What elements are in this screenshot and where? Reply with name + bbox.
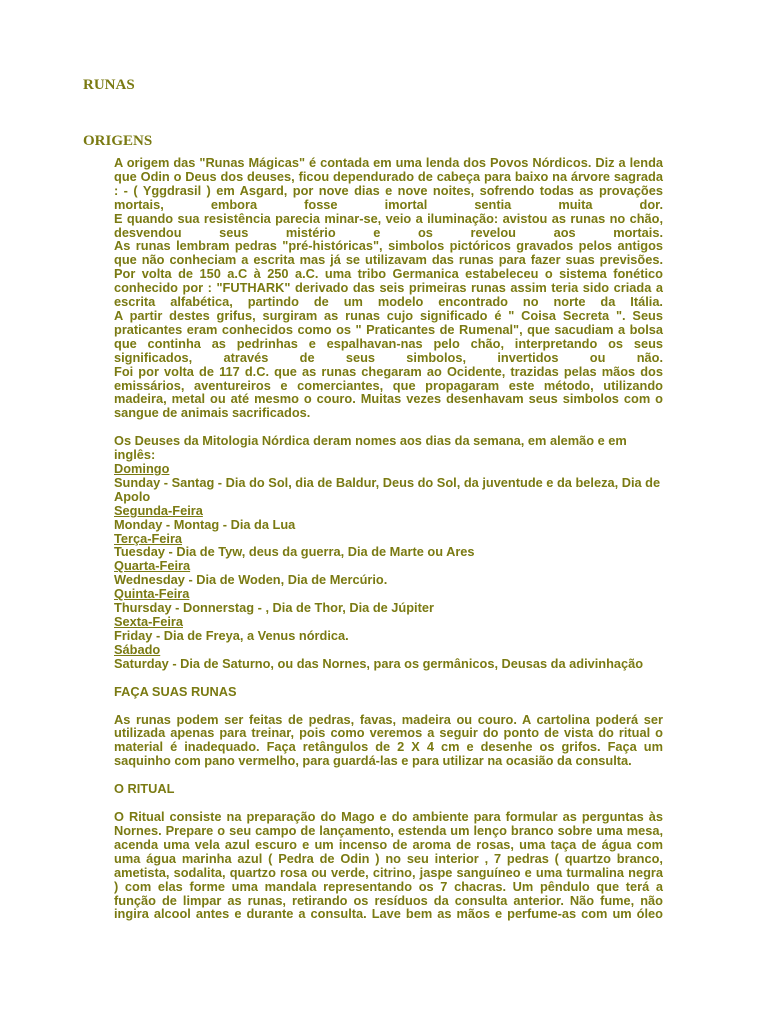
weekday-item: [114, 504, 663, 532]
weekday-item: [114, 615, 663, 643]
weekday-list: [114, 462, 663, 671]
weekday-description: Friday - Dia de Freya, a Venus nórdica.: [114, 627, 349, 643]
weekday-description: Monday - Montag - Dia da Lua: [114, 516, 296, 532]
weekday-name: Sexta-Feira: [114, 614, 183, 629]
weekday-description: Wednesday - Dia de Woden, Dia de Mercúrio.: [114, 572, 388, 588]
weekday-name: Segunda-Feira: [114, 502, 203, 518]
ritual-paragraph: O Ritual consiste na preparação do Mago e do ambiente para formular as perguntas às Nornes. Prepare o seu campo de lançamento, estenda um lenço branco sobre uma mesa, acenda uma vela azul escuro e um incenso de aroma de rosas, uma taça de água com uma água marinha azul ( Pedra de Odin ) no seu interior , 7 pedras ( quartzo branco, ametista, sodalita, quartzo rosa ou verde, citrino, jaspe sanguíneo e uma turmalina negra ) com elas forme uma mandala representando os 7 chacras. Um pêndulo que terá a função de limpar as runas, retirando os resíduos da consulta anterior. Não fume, não ingira alcool antes e durante a consulta. Lave bem as mãos e perfume-as com um óleo: [114, 809, 663, 922]
origins-paragraph-5: Foi por volta de 117 d.C. que as runas chegaram ao Ocidente, trazidas pelas mãos dos emissários, aventureiros e comerciantes, que propagaram este método, utilizando madeira, metal ou até mesmo o couro. Muitas vezes desenhavam seus simbolos com o sangue de animais sacrificados.: [114, 363, 663, 421]
weekday-item: [114, 462, 663, 504]
section-heading-ritual: O RITUAL: [114, 781, 175, 797]
weekday-item: [114, 643, 663, 671]
weekday-item: [114, 532, 663, 560]
weekday-item: [114, 559, 663, 587]
weekday-name: Quarta-Feira: [114, 558, 191, 574]
weekday-name: Terça-Feira: [114, 530, 183, 546]
weekday-name: Domingo: [114, 461, 170, 477]
page-title: RUNAS: [83, 77, 135, 93]
make-runes-paragraph: As runas podem ser feitas de pedras, favas, madeira ou couro. A cartolina poderá ser utilizada apenas para treinar, pois como veremos a seguir do ponto de vista do ritual o material é inadequado. Faça retângulos de 2 X 4 cm e desenhe os grifos. Faça um saquinho com pano vermelho, para guardá-las e para utilizar na ocasião da consulta.: [114, 711, 663, 769]
weekday-description: Sunday - Santag - Dia do Sol, dia de Baldur, Deus do Sol, da juventude e da beleza, Dia de Apolo: [114, 474, 661, 504]
origins-paragraph-3: As runas lembram pedras "pré-históricas", simbolos pictóricos gravados pelos antigos que não conheciam a escrita mas já se utilizavam das runas para fazer suas previsões. Por volta de 150 a.C à 250 a.C. uma tribo Germanica estabeleceu o sistema fonético conhecido por : "FUTHARK" derivado das seis primeiras runas assim teria sido criada a escrita alfabética, partindo de um modelo encontrado no norte da Itália.: [114, 238, 663, 310]
document-body: [114, 156, 663, 921]
weekday-description: Thursday - Donnerstag - , Dia de Thor, Dia de Júpiter: [114, 600, 434, 616]
section-title-origens: ORIGENS: [83, 133, 153, 149]
weekday-description: Tuesday - Dia de Tyw, deus da guerra, Dia de Marte ou Ares: [114, 544, 475, 560]
weekday-item: [114, 587, 663, 615]
origins-paragraph-2: E quando sua resistência parecia minar-se, veio a iluminação: avistou as runas no chão, desvendou seus mistério e os revelou aos mortais.: [114, 210, 663, 240]
weekday-name: Quinta-Feira: [114, 586, 190, 602]
origins-paragraph-4: A partir destes grifus, surgiram as runas cujo significado é " Coisa Secreta ". Seus praticantes eram conhecidos como os " Praticantes de Rumenal", que sacudiam a bolsa que continha as pedrinhas e espalhavan-nas pelo chão, interpretando os seus significados, através de seus simbolos, invertidos ou não.: [114, 307, 663, 365]
section-heading-make-runes: FAÇA SUAS RUNAS: [114, 683, 237, 699]
weekdays-intro: Os Deuses da Mitologia Nórdica deram nomes aos dias da semana, em alemão e em inglês:: [114, 433, 627, 463]
origins-paragraph-1: A origem das "Runas Mágicas" é contada em uma lenda dos Povos Nórdicos. Diz a lenda que Odin o Deus dos deuses, ficou dependurado de cabeça para baixo na árvore sagrada : - ( Yggdrasil ) em Asgard, por nove dias e nove noites, sofrendo todas as provações mortais, embora fosse imortal sentia muita dor.: [114, 155, 663, 212]
weekday-description: Saturday - Dia de Saturno, ou das Nornes, para os germânicos, Deusas da adivinhação: [114, 655, 644, 671]
weekday-name: Sábado: [114, 641, 161, 657]
